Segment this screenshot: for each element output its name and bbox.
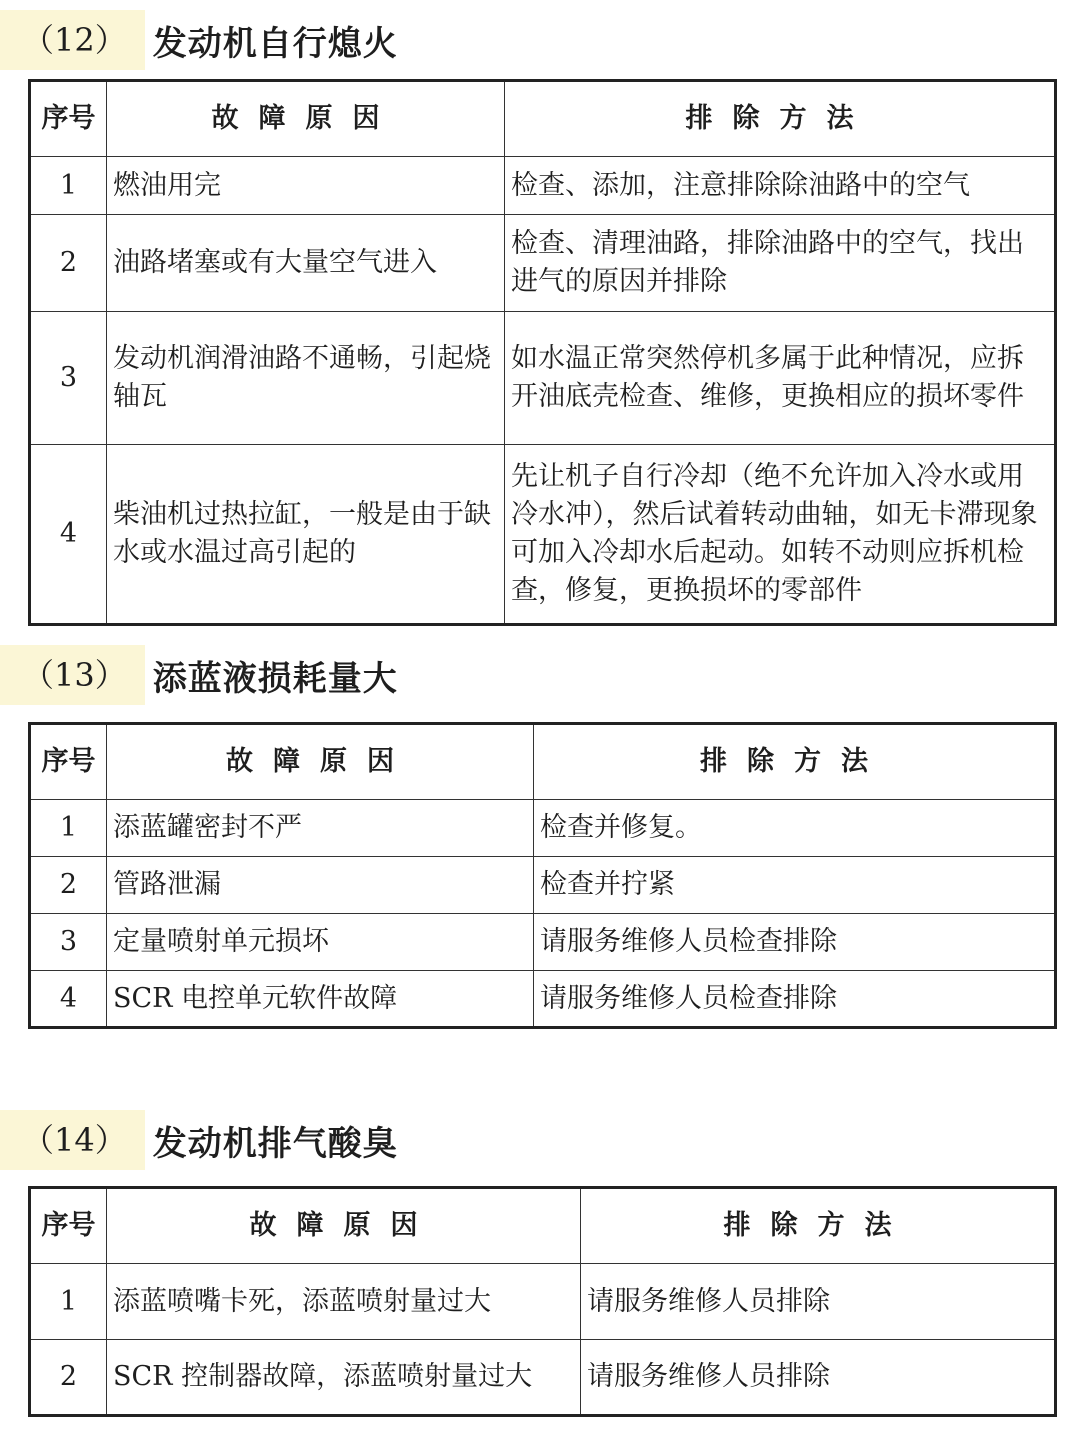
table-header-row — [30, 1188, 1056, 1264]
header-no: 序号 — [30, 1188, 107, 1264]
row-no: 3 — [30, 914, 107, 971]
table-header-row — [30, 81, 1056, 157]
table-row — [30, 800, 1056, 857]
table-row — [30, 445, 1056, 625]
row-method: 检查并拧紧 — [534, 857, 1056, 914]
section-12-title: 发动机自行熄火 — [152, 23, 398, 64]
table-row — [30, 857, 1056, 914]
row-method: 检查、添加，注意排除除油路中的空气 — [505, 157, 1056, 215]
row-no: 2 — [30, 215, 107, 312]
row-cause: 燃油用完 — [107, 157, 505, 215]
section-12-number: （12） — [0, 10, 145, 70]
row-method: 检查、清理油路，排除油路中的空气，找出进气的原因并排除 — [505, 215, 1056, 312]
header-no: 序号 — [30, 724, 107, 800]
header-method: 排除方法 — [534, 724, 1056, 800]
header-no: 序号 — [30, 81, 107, 157]
row-method: 请服务维修人员排除 — [581, 1264, 1056, 1340]
table-row — [30, 312, 1056, 445]
header-method: 排除方法 — [505, 81, 1056, 157]
row-cause: 添蓝罐密封不严 — [107, 800, 534, 857]
table-row — [30, 914, 1056, 971]
row-no: 1 — [30, 800, 107, 857]
section-12-heading — [0, 10, 398, 70]
row-no: 4 — [30, 971, 107, 1028]
fault-table-13 — [28, 722, 1057, 1029]
row-method: 检查并修复。 — [534, 800, 1056, 857]
row-no: 4 — [30, 445, 107, 625]
section-13-heading — [0, 645, 398, 705]
section-13-title: 添蓝液损耗量大 — [152, 658, 398, 699]
row-method: 请服务维修人员检查排除 — [534, 971, 1056, 1028]
fault-table-12 — [28, 79, 1057, 626]
row-cause: 定量喷射单元损坏 — [107, 914, 534, 971]
section-14-title: 发动机排气酸臭 — [152, 1123, 398, 1164]
row-method: 先让机子自行冷却（绝不允许加入冷水或用冷水冲），然后试着转动曲轴，如无卡滞现象可加入冷却水后起动。如转不动则应拆机检查，修复，更换损坏的零部件 — [505, 445, 1056, 625]
row-cause: 油路堵塞或有大量空气进入 — [107, 215, 505, 312]
row-no: 3 — [30, 312, 107, 445]
row-no: 1 — [30, 1264, 107, 1340]
table-row — [30, 157, 1056, 215]
table-row — [30, 215, 1056, 312]
table-row — [30, 1264, 1056, 1340]
row-no: 2 — [30, 857, 107, 914]
section-13-number: （13） — [0, 645, 145, 705]
row-cause: 添蓝喷嘴卡死，添蓝喷射量过大 — [107, 1264, 581, 1340]
fault-table-14 — [28, 1186, 1057, 1417]
table-row — [30, 1340, 1056, 1416]
row-no: 1 — [30, 157, 107, 215]
row-method: 请服务维修人员检查排除 — [534, 914, 1056, 971]
row-no: 2 — [30, 1340, 107, 1416]
header-cause: 故障原因 — [107, 1188, 581, 1264]
row-cause: SCR 控制器故障，添蓝喷射量过大 — [107, 1340, 581, 1416]
row-cause: 管路泄漏 — [107, 857, 534, 914]
row-method: 请服务维修人员排除 — [581, 1340, 1056, 1416]
row-cause: 柴油机过热拉缸，一般是由于缺水或水温过高引起的 — [107, 445, 505, 625]
header-cause: 故障原因 — [107, 724, 534, 800]
section-14-number: （14） — [0, 1110, 145, 1170]
table-header-row — [30, 724, 1056, 800]
row-cause: 发动机润滑油路不通畅，引起烧轴瓦 — [107, 312, 505, 445]
header-cause: 故障原因 — [107, 81, 505, 157]
table-row — [30, 971, 1056, 1028]
row-method: 如水温正常突然停机多属于此种情况，应拆开油底壳检查、维修，更换相应的损坏零件 — [505, 312, 1056, 445]
row-cause: SCR 电控单元软件故障 — [107, 971, 534, 1028]
header-method: 排除方法 — [581, 1188, 1056, 1264]
section-14-heading — [0, 1110, 398, 1170]
